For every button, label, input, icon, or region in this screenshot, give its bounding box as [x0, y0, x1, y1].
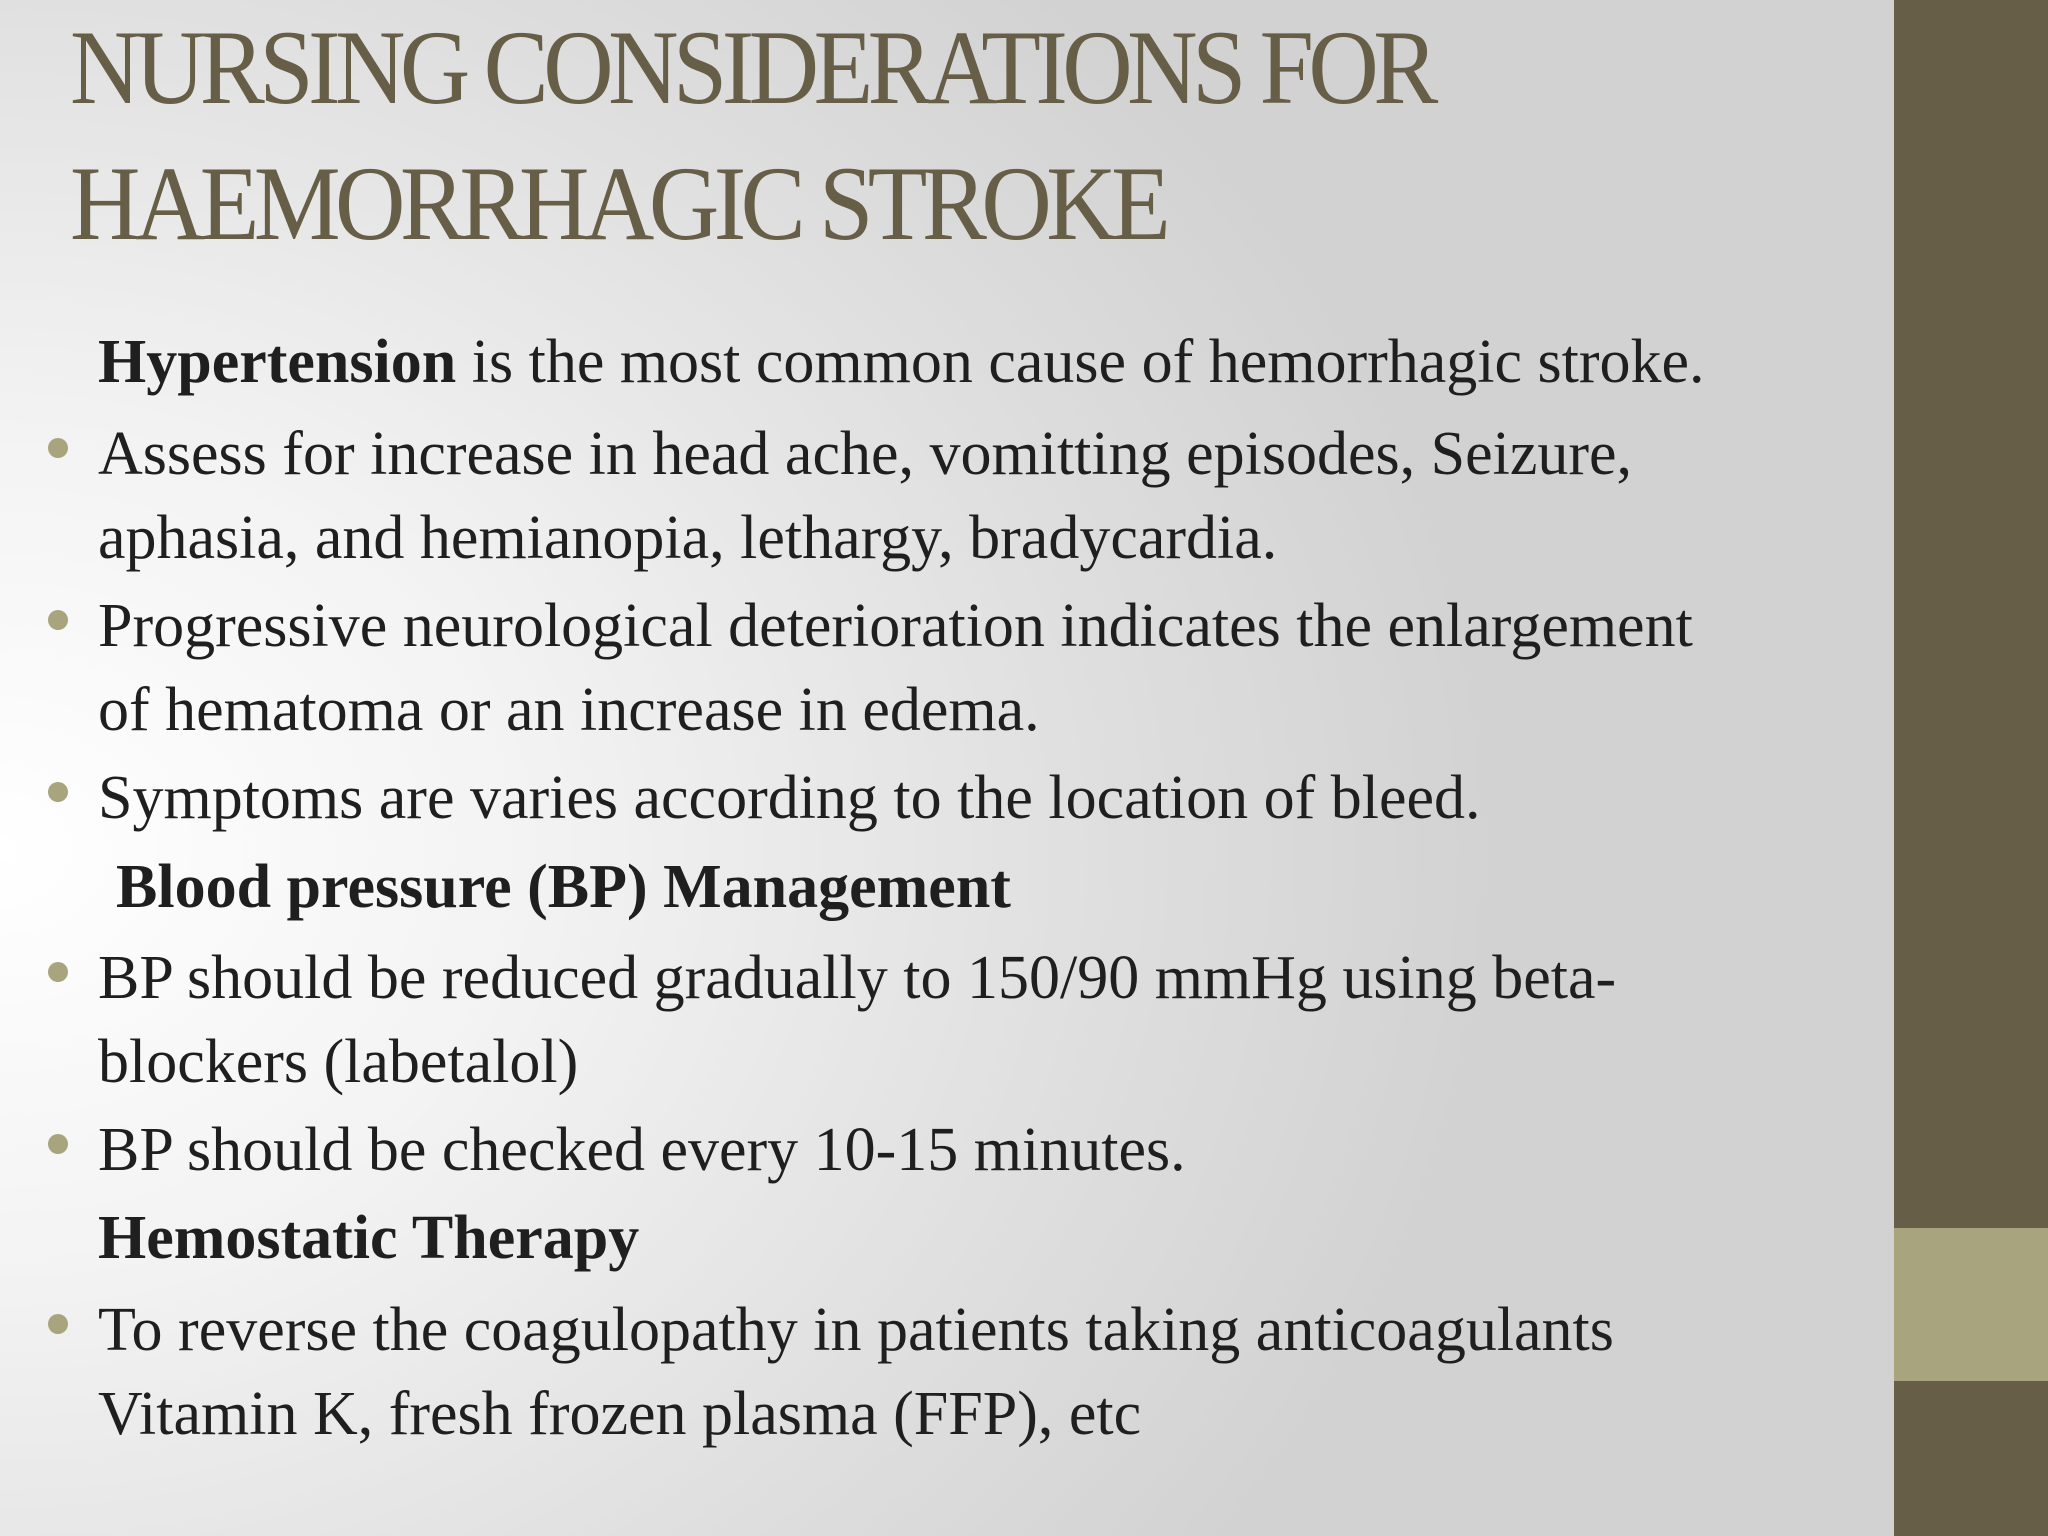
sidebar-accent-block [1894, 1228, 2048, 1381]
bullet-dot [48, 1314, 68, 1334]
intro-bold-term: Hypertension [98, 328, 457, 396]
bullet-text-line: Symptoms are varies according to the location of bleed. [98, 764, 1481, 832]
bullet-item [98, 412, 1878, 580]
bullet-item [98, 584, 1878, 752]
bullet-text-line: of hematoma or an increase in edema. [98, 676, 1040, 744]
bullet-dot [48, 438, 68, 458]
title-line: NURSING CONSIDERATIONS FOR [70, 9, 1433, 126]
bullet-text-line: Progressive neurological deterioration indicates the enlargement [98, 592, 1693, 660]
bullet-text-line: blockers (labetalol) [98, 1028, 579, 1096]
bullet-item [98, 756, 1878, 840]
bullet-text-line: BP should be checked every 10-15 minutes. [98, 1116, 1186, 1184]
bullet-text-line: Vitamin K, fresh frozen plasma (FFP), etc [98, 1380, 1142, 1448]
bullet-dot [48, 962, 68, 982]
bullet-text-line: BP should be reduced gradually to 150/90 mmHg using beta- [98, 944, 1617, 1012]
intro-text: is the most common cause of hemorrhagic stroke. [456, 328, 1705, 396]
bullet-text-line: Assess for increase in head ache, vomitting episodes, Seizure, [98, 420, 1633, 488]
bullet-text-line: aphasia, and hemianopia, lethargy, bradycardia. [98, 504, 1278, 572]
section-heading-bp: Blood pressure (BP) Management [116, 853, 1011, 921]
bullet-dot [48, 610, 68, 630]
bullet-item [98, 1108, 1878, 1192]
bullet-item [98, 1288, 1878, 1456]
slide-title [70, 0, 1726, 272]
bullet-text-line: To reverse the coagulopathy in patients taking anticoagulants [98, 1296, 1614, 1364]
bullet-item [98, 936, 1878, 1104]
section-heading-hemostatic: Hemostatic Therapy [98, 1204, 640, 1272]
title-line: HAEMORRHAGIC STROKE [70, 145, 1166, 262]
intro-line [98, 320, 1878, 404]
bullet-dot [48, 1134, 68, 1154]
bullet-dot [48, 782, 68, 802]
